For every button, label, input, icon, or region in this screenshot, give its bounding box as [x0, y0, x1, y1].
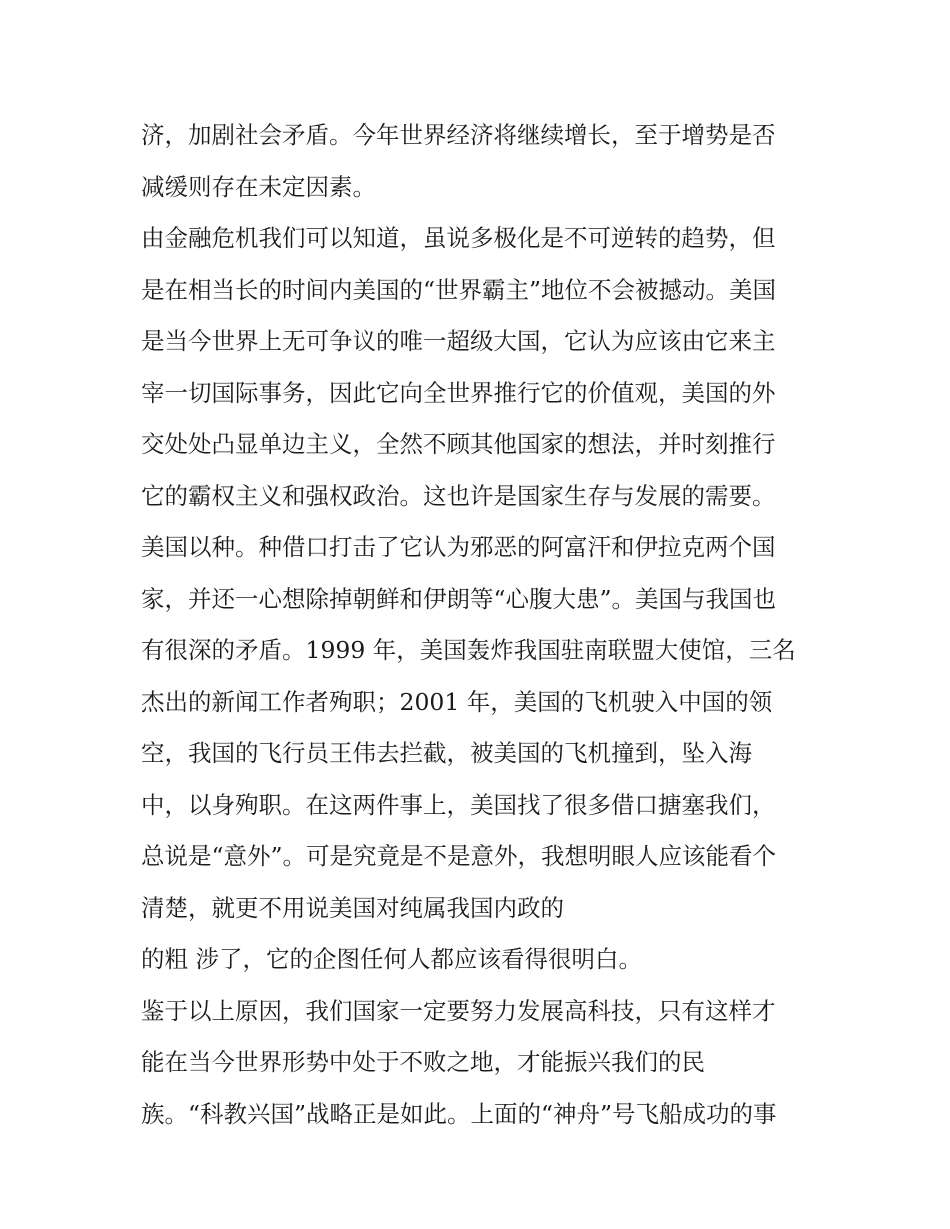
- text-line: 能在当今世界形势中处于不败之地，才能振兴我们的民: [141, 1048, 705, 1076]
- text-line: 的粗 涉了，它的企图任何人都应该看得很明白。: [141, 945, 642, 973]
- text-line: 总说是“意外”。可是究竟是不是意外，我想明眼人应该能看个: [141, 842, 777, 870]
- text-line: 鉴于以上原因，我们国家一定要努力发展高科技，只有这样才: [141, 996, 776, 1025]
- text-line: 济，加剧社会矛盾。今年世界经济将继续增长，至于增势是否: [141, 121, 776, 149]
- text-line: 交处处凸显单边主义，全然不顾其他国家的想法，并时刻推行: [141, 430, 776, 458]
- text-line: 家，并还一心想除掉朝鲜和伊朗等“心腹大患”。美国与我国也: [141, 584, 777, 613]
- text-line: 族。“科教兴国”战略正是如此。上面的“神舟”号飞船成功的事: [141, 1099, 777, 1128]
- text-line: 杰出的新闻工作者殉职；2001 年，美国的飞机驶入中国的领: [141, 687, 773, 716]
- text-line: 由金融危机我们可以知道，虽说多极化是不可逆转的趋势，但: [141, 224, 776, 252]
- text-line: 减缓则存在未定因素。: [141, 172, 376, 201]
- body-text: [141, 110, 821, 1140]
- text-line: 中，以身殉职。在这两件事上，美国找了很多借口搪塞我们，: [141, 790, 776, 819]
- text-line: 它的霸权主义和强权政治。这也许是国家生存与发展的需要。: [141, 481, 776, 510]
- text-line: 是在相当长的时间内美国的“世界霸主”地位不会被撼动。美国: [141, 275, 777, 304]
- text-line: 清楚，就更不用说美国对纯属我国内政的: [141, 893, 564, 922]
- text-line: 空，我国的飞行员王伟去拦截，被美国的飞机撞到，坠入海: [141, 739, 752, 767]
- text-line: 有很深的矛盾。1999 年，美国轰炸我国驻南联盟大使馆，三名: [141, 636, 796, 664]
- text-line: 宰一切国际事务，因此它向全世界推行它的价值观，美国的外: [141, 378, 776, 407]
- text-line: 是当今世界上无可争议的唯一超级大国，它认为应该由它来主: [141, 327, 776, 355]
- text-line: 美国以种。种借口打击了它认为邪恶的阿富汗和伊拉克两个国: [141, 533, 776, 561]
